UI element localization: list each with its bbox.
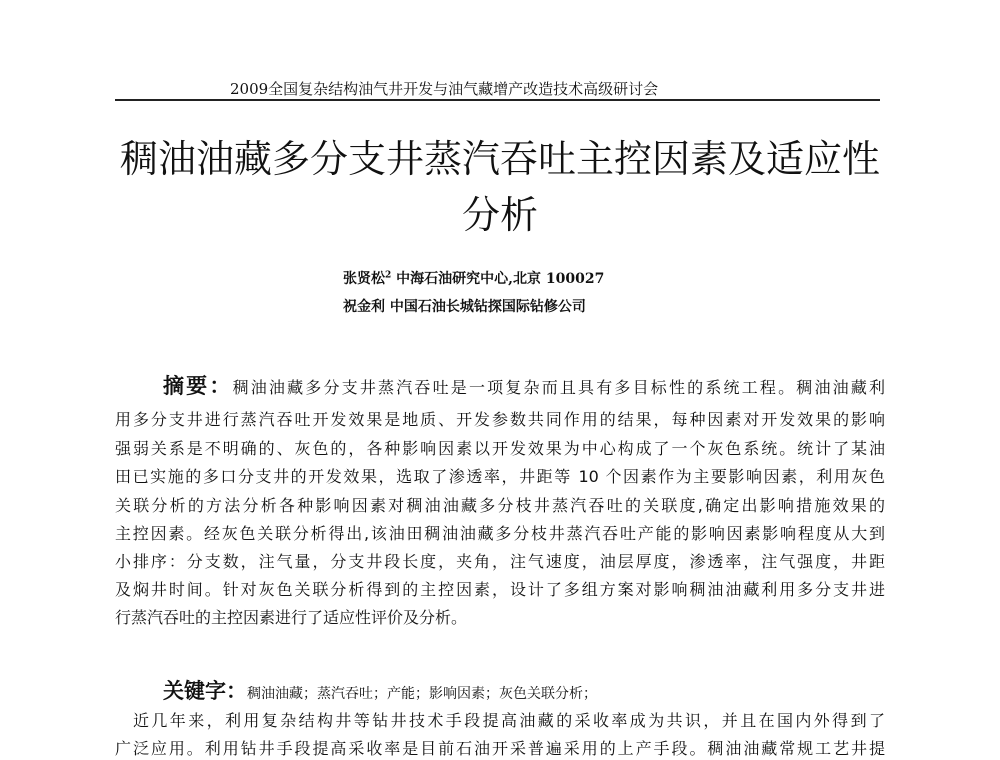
author-affiliation: 中海石油研究中心,北京 100027	[396, 271, 605, 287]
abstract-line	[163, 370, 885, 400]
abstract-line: 强弱关系是不明确的、灰色的，各种影响因素以开发效果为中心构成了一个灰色系统。统计了某油	[115, 439, 885, 458]
keywords-label: 关键字：	[163, 679, 247, 703]
author-2	[343, 296, 586, 316]
abstract-line: 小排序：分支数，注气量，分支井段长度，夹角，注气速度，油层厚度，渗透率，注气强度，井距	[115, 552, 885, 571]
abstract-line: 用多分支井进行蒸汽吞吐开发效果是地质、开发参数共同作用的结果，每种因素对开发效果的影响	[115, 410, 885, 429]
paper-title-line-2: 分析	[461, 193, 538, 237]
header-rule	[115, 99, 880, 101]
body-line: 广泛应用。利用钻井手段提高采收率是目前石油开采普遍采用的上产手段。稠油油藏常规工艺井提	[115, 739, 885, 758]
abstract-line: 田已实施的多口分支井的开发效果，选取了渗透率，井距等 10 个因素作为主要影响因素，利用灰色	[115, 467, 885, 486]
abstract-text: 稠油油藏多分支井蒸汽吞吐是一项复杂而且具有多目标性的系统工程。稠油油藏利	[232, 378, 885, 397]
paper-title-line-1: 稠油油藏多分支井蒸汽吞吐主控因素及适应性	[119, 137, 880, 181]
abstract-line: 行蒸汽吞吐的主控因素进行了适应性评价及分析。	[115, 608, 468, 627]
author-1	[343, 268, 604, 288]
keywords	[163, 675, 597, 705]
author-name: 祝金利	[343, 299, 385, 315]
abstract-label: 摘要：	[163, 374, 233, 398]
keywords-text: 稠油油藏；蒸汽吞吐；产能；影响因素；灰色关联分析；	[247, 686, 597, 702]
author-affiliation: 中国石油长城钻探国际钻修公司	[389, 299, 586, 315]
abstract-line: 及焖井时间。针对灰色关联分析得到的主控因素，设计了多组方案对影响稠油油藏利用多分支井进	[115, 580, 885, 599]
conference-header: 2009全国复杂结构油气井开发与油气藏增产改造技术高级研讨会	[230, 80, 659, 98]
body-line: 近几年来，利用复杂结构井等钻井技术手段提高油藏的采收率成为共识，并且在国内外得到了	[133, 711, 885, 730]
author-name: 张贤松	[343, 271, 385, 287]
abstract-line: 主控因素。经灰色关联分析得出,该油田稠油油藏多分枝井蒸汽吞吐产能的影响因素影响程度从大到	[115, 524, 885, 543]
abstract-line: 关联分析的方法分析各种影响因素对稠油油藏多分枝井蒸汽吞吐的关联度,确定出影响措施效果的	[115, 496, 885, 515]
author-superscript: 2	[385, 270, 392, 281]
